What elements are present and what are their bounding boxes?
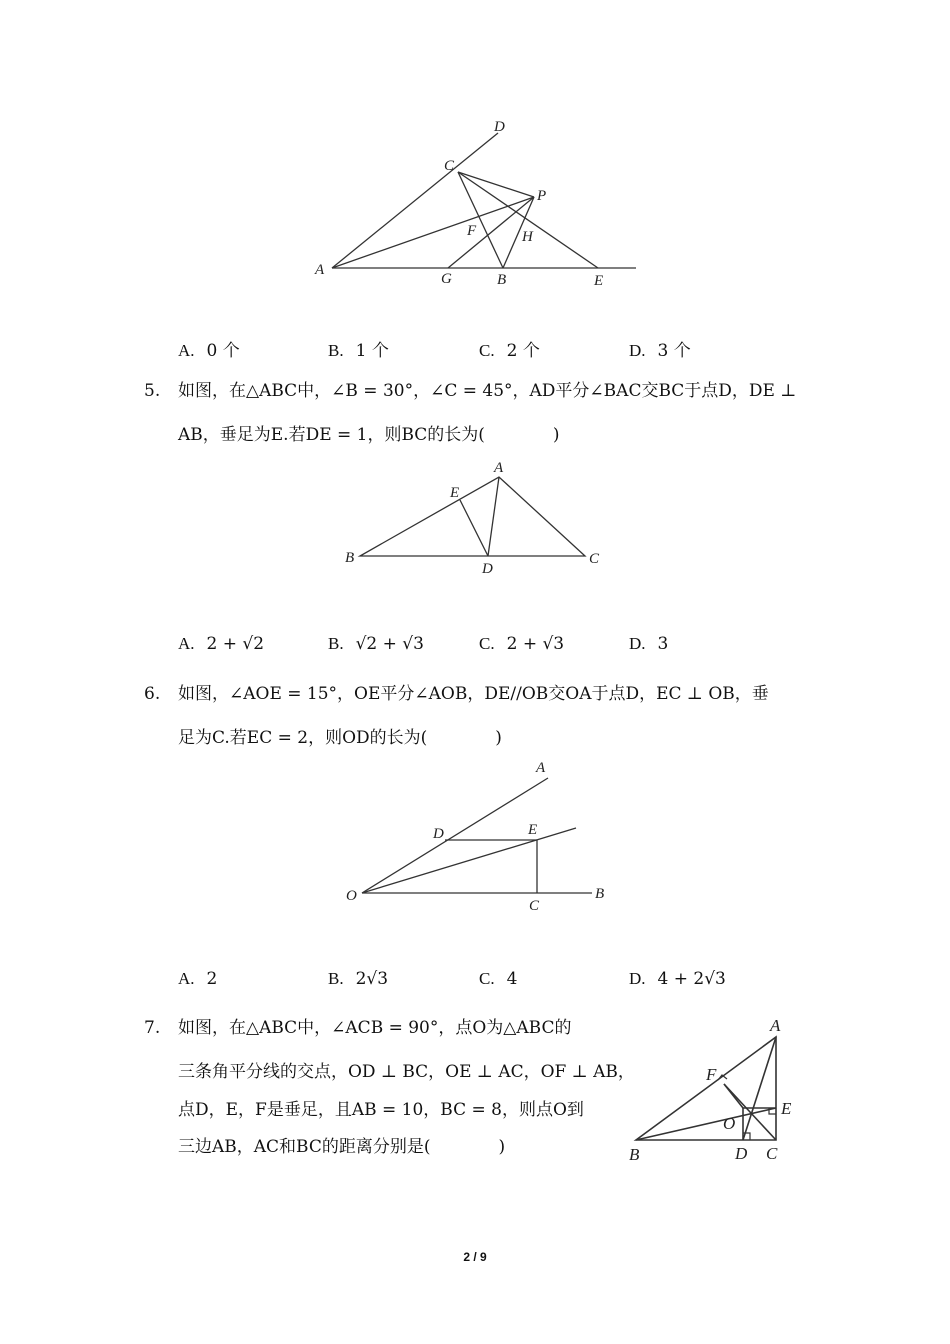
q6-figure [340,755,620,915]
option-letter: C. [479,634,495,653]
q5-number: 5. [144,381,161,401]
q7-stem-line1: 如图，在△ABC中，∠ACB = 90°，点O为△ABC的 [178,1018,572,1038]
option-text: √2 + √3 [355,634,424,654]
option-letter: D. [629,634,646,653]
q5-stem-line1: 如图，在△ABC中，∠B = 30°，∠C = 45°，AD平分∠BAC交BC于点D，DE ⊥ [178,381,797,401]
option-letter: B. [328,341,344,360]
option-letter: A. [178,341,195,360]
q4-option-d[interactable] [629,336,691,361]
q6-number: 6. [144,684,161,704]
option-text: 3 个 [657,341,691,361]
option-text: 2 + √3 [506,634,565,654]
option-text: 2 [206,969,218,989]
q5-option-c[interactable] [479,634,564,654]
q4-label-g: G [441,271,452,287]
q4-label-a: A [315,262,325,278]
q6-label-o: O [346,888,357,904]
q5-label-e: E [450,485,460,501]
option-text: 2 + √2 [206,634,265,654]
q7-stem-line3: 点D，E，F是垂足，且AB = 10，BC = 8，则点O到 [178,1100,584,1120]
q5-option-b[interactable] [328,634,424,654]
q4-label-h: H [522,229,533,245]
q7-label-e: E [781,1099,792,1118]
q6-label-e: E [528,822,538,838]
option-text: 1 个 [355,341,389,361]
option-letter: B. [328,634,344,653]
option-letter: C. [479,969,495,988]
option-letter: A. [178,969,195,988]
q4-label-b: B [497,272,507,288]
q4-option-b[interactable] [328,336,389,361]
q5-label-b: B [345,550,355,566]
q6-option-d[interactable] [629,969,726,989]
q7-label-o: O [723,1114,736,1133]
q4-label-e: E [594,273,604,289]
option-text: 3 [657,634,669,654]
q7-label-c: C [766,1144,778,1163]
q4-option-a[interactable] [178,336,240,361]
q5-label-c: C [589,551,600,567]
q7-stem-line4: 三边AB，AC和BC的距离分别是( ) [178,1137,506,1157]
option-letter: A. [178,634,195,653]
q7-label-b: B [629,1145,640,1164]
q6-option-c[interactable] [479,969,517,989]
option-text: 0 个 [206,341,240,361]
q5-label-a: A [494,460,504,476]
option-text: 2√3 [355,969,389,989]
q7-label-d: D [735,1144,748,1163]
option-text: 4 [506,969,518,989]
q5-option-d[interactable] [629,634,668,654]
q6-label-b: B [595,886,605,902]
q6-option-a[interactable] [178,969,217,989]
q5-figure [340,455,610,580]
page-number: 2 / 9 [463,1250,487,1264]
option-letter: B. [328,969,344,988]
q6-label-a: A [536,760,546,776]
q4-figure [310,112,650,297]
q4-label-f: F [467,223,477,239]
q6-label-d: D [433,826,444,842]
q6-stem-line2: 足为C.若EC = 2，则OD的长为( ) [178,728,502,748]
option-letter: C. [479,341,495,360]
q6-stem-line1: 如图，∠AOE = 15°，OE平分∠AOB，DE//OB交OA于点D，EC ⊥ OB，垂 [178,684,769,704]
option-text: 4 + 2√3 [657,969,726,989]
q4-label-p: P [537,188,547,204]
q7-figure [622,1013,802,1168]
q7-stem-line2: 三条角平分线的交点，OD ⊥ BC，OE ⊥ AC，OF ⊥ AB， [178,1062,635,1082]
q5-label-d: D [482,561,493,577]
q4-label-d: D [494,119,505,135]
q7-number: 7. [144,1018,161,1038]
q7-label-f: F [706,1065,717,1084]
q4-option-c[interactable] [479,336,540,361]
q7-label-a: A [770,1016,781,1035]
option-letter: D. [629,969,646,988]
option-letter: D. [629,341,646,360]
q6-label-c: C [529,898,540,914]
q5-option-a[interactable] [178,634,264,654]
option-text: 2 个 [506,341,540,361]
q5-stem-line2: AB，垂足为E.若DE = 1，则BC的长为( ) [178,425,560,445]
q4-label-c: C [444,158,455,174]
q6-option-b[interactable] [328,969,388,989]
